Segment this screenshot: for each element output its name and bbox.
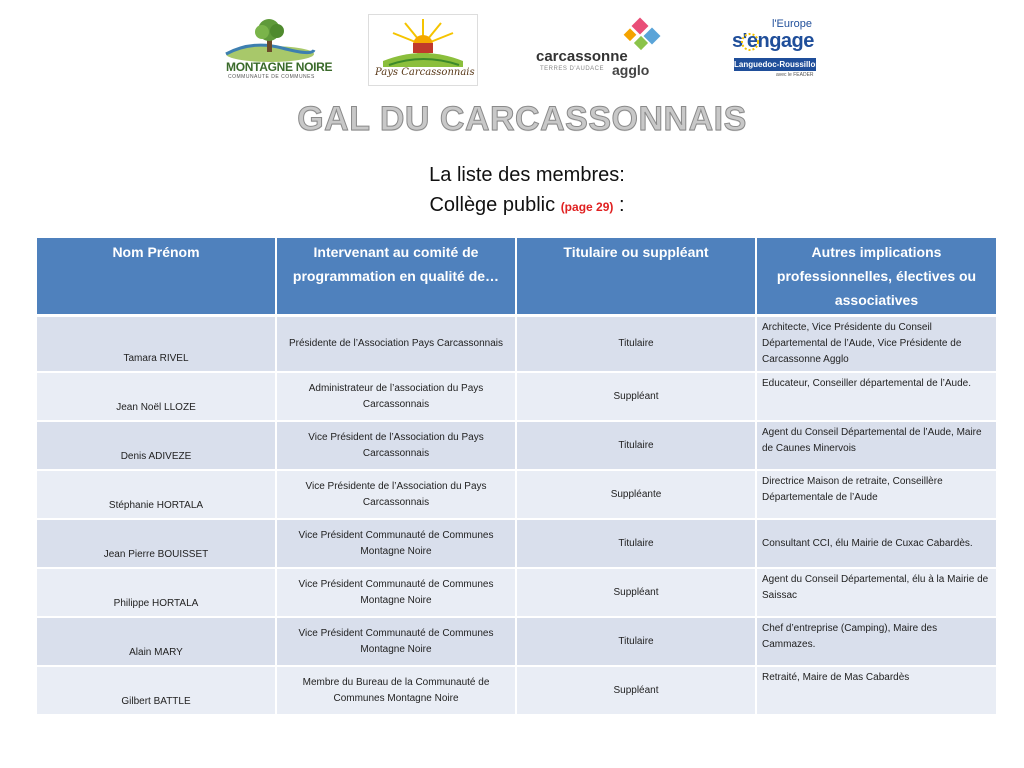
member-name: Tamara RIVEL <box>37 316 276 373</box>
carcassonne-agglo-tagline: TERRES D'AUDACE <box>540 66 604 72</box>
member-status: Titulaire <box>516 617 756 666</box>
members-table <box>37 238 996 716</box>
member-name: Jean Pierre BOUISSET <box>37 519 276 568</box>
subtitle-colon: : <box>618 194 625 216</box>
member-status: Titulaire <box>516 316 756 373</box>
header-other: Autres implications professionnelles, électives ou associatives <box>756 238 996 316</box>
member-status: Suppléante <box>516 470 756 519</box>
member-role: Administrateur de l’association du Pays Carcassonnais <box>276 372 516 421</box>
member-other: Consultant CCI, élu Mairie de Cuxac Cabardès. <box>756 519 996 568</box>
member-name: Alain MARY <box>37 617 276 666</box>
member-name: Jean Noël LLOZE <box>37 372 276 421</box>
member-role: Vice Président Communauté de Communes Montagne Noire <box>276 617 516 666</box>
page-reference: (page 29) <box>560 200 614 214</box>
table-row <box>37 470 996 519</box>
header-status: Titulaire ou suppléant <box>516 238 756 316</box>
page-title: GAL DU CARCASSONNAIS <box>297 100 747 138</box>
table-row <box>37 316 996 373</box>
member-other: Retraité, Maire de Mas Cabardès <box>756 666 996 715</box>
tree-icon <box>222 14 318 62</box>
subtitle-line-1: La liste des membres: <box>429 164 625 186</box>
table-row <box>37 421 996 470</box>
carcassonne-agglo-name: carcassonne <box>536 48 628 65</box>
europe-engage-logo <box>726 14 821 82</box>
member-status: Suppléant <box>516 666 756 715</box>
member-other: Directrice Maison de retraite, Conseillère Départementale de l’Aude <box>756 470 996 519</box>
pays-carcassonnais-name: Pays Carcassonnais <box>375 67 475 78</box>
member-other: Agent du Conseil Départemental de l’Aude, Maire de Caunes Minervois <box>756 421 996 470</box>
table-row <box>37 372 996 421</box>
eu-stars-icon <box>740 32 760 52</box>
member-role: Présidente de l’Association Pays Carcassonnais <box>276 316 516 373</box>
header-role: Intervenant au comité de programmation en qualité de… <box>276 238 516 316</box>
table-row <box>37 617 996 666</box>
member-status: Suppléant <box>516 568 756 617</box>
subtitle-college: Collège public <box>429 194 556 216</box>
member-name: Stéphanie HORTALA <box>37 470 276 519</box>
europe-fund-text: avec le FEADER <box>776 72 814 78</box>
member-other: Chef d’entreprise (Camping), Maire des Cammazes. <box>756 617 996 666</box>
table-row <box>37 666 996 715</box>
member-role: Vice Président Communauté de Communes Montagne Noire <box>276 519 516 568</box>
member-status: Titulaire <box>516 421 756 470</box>
partner-logos <box>0 14 1024 86</box>
sun-village-icon <box>369 15 477 67</box>
table-row <box>37 568 996 617</box>
member-status: Suppléant <box>516 372 756 421</box>
member-role: Vice Présidente de l’Association du Pays Carcassonnais <box>276 470 516 519</box>
member-name: Philippe HORTALA <box>37 568 276 617</box>
member-other: Architecte, Vice Présidente du Conseil Départemental de l’Aude, Vice Présidente de Carcassonne Agglo <box>756 316 996 373</box>
carcassonne-agglo-suffix: agglo <box>612 62 650 78</box>
montagne-noire-logo <box>222 14 333 82</box>
montagne-noire-subtitle: COMMUNAUTE DE COMMUNES <box>228 74 315 80</box>
member-other: Agent du Conseil Départemental, élu à la Mairie de Saissac <box>756 568 996 617</box>
table-row <box>37 519 996 568</box>
member-name: Denis ADIVEZE <box>37 421 276 470</box>
member-role: Membre du Bureau de la Communauté de Communes Montagne Noire <box>276 666 516 715</box>
europe-top-text: l'Europe <box>772 18 813 30</box>
member-status: Titulaire <box>516 519 756 568</box>
header-name: Nom Prénom <box>37 238 276 316</box>
europe-region-text: Languedoc-Roussillon <box>734 60 821 69</box>
table-header-row <box>37 238 996 316</box>
member-role: Vice Président Communauté de Communes Montagne Noire <box>276 568 516 617</box>
subtitle-line-2 <box>0 190 1024 222</box>
member-role: Vice Président de l’Association du Pays Carcassonnais <box>276 421 516 470</box>
page-subtitle <box>0 160 1024 222</box>
europe-main-text: s'engage <box>732 30 814 52</box>
pays-carcassonnais-logo <box>368 14 478 86</box>
montagne-noire-name: MONTAGNE NOIRE <box>226 60 333 74</box>
member-other: Educateur, Conseiller départemental de l’Aude. <box>756 372 996 421</box>
carcassonne-agglo-logo <box>532 14 680 80</box>
member-name: Gilbert BATTLE <box>37 666 276 715</box>
